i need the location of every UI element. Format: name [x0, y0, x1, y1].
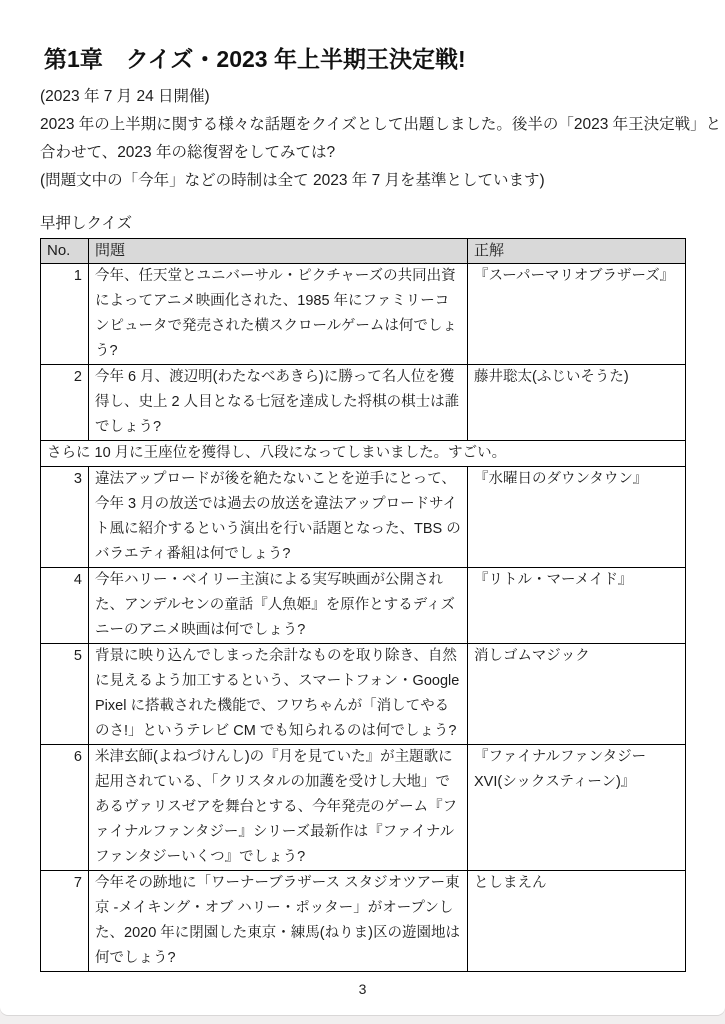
section-label-quiz: 早押しクイズ	[40, 215, 133, 232]
row-no: 3	[41, 467, 89, 568]
row-question: 米津玄師(よねづけんし)の『月を見ていた』が主題歌に起用されている、「クリスタルの加護を受けし大地」であるヴァリスゼアを舞台とする、今年発売のゲーム『ファイナルファンタジー』シリーズ最新作は『ファイナルファンタジーいくつ』でしょう?	[89, 745, 468, 871]
page-title: 第1章 クイズ・2023 年上半期王決定戦!	[44, 46, 466, 72]
page-number: 3	[358, 981, 367, 997]
row-answer: としまえん	[468, 871, 686, 972]
row-answer: 『ファイナルファンタジーXVI(シックスティーン)』	[468, 745, 686, 871]
event-date-line: (2023 年 7 月 24 日開催)	[40, 88, 210, 105]
quiz-table-head	[41, 239, 686, 264]
row-answer: 『水曜日のダウンタウン』	[468, 467, 686, 568]
table-row	[41, 644, 686, 745]
note-cell: さらに 10 月に王座位を獲得し、八段になってしまいました。すごい。	[41, 441, 686, 467]
table-row	[41, 264, 686, 365]
row-answer: 消しゴムマジック	[468, 644, 686, 745]
quiz-table-body	[41, 264, 686, 972]
row-question: 今年、任天堂とユニバーサル・ピクチャーズの共同出資によってアニメ映画化された、1985 年にファミリーコンピュータで発売された横スクロールゲームは何でしょう?	[89, 264, 468, 365]
table-row	[41, 568, 686, 644]
row-no: 5	[41, 644, 89, 745]
table-row	[41, 467, 686, 568]
row-answer: 『リトル・マーメイド』	[468, 568, 686, 644]
table-header-row	[41, 239, 686, 264]
row-question: 背景に映り込んでしまった余計なものを取り除き、自然に見えるよう加工するという、スマートフォン・Google Pixel に搭載された機能で、フワちゃんが「消してやるのさ!」というテレビ CM でも知られるのは何でしょう?	[89, 644, 468, 745]
table-note-row	[41, 441, 686, 467]
table-row	[41, 745, 686, 871]
header-cell-no: No.	[41, 239, 89, 264]
row-answer: 『スーパーマリオブラザーズ』	[468, 264, 686, 365]
intro-line-2: 合わせて、2023 年の総復習をしてみては?	[40, 144, 336, 161]
row-question: 今年ハリー・ベイリー主演による実写映画が公開された、アンデルセンの童話『人魚姫』を原作とするディズニーのアニメ映画は何でしょう?	[89, 568, 468, 644]
quiz-table	[40, 238, 686, 972]
row-no: 2	[41, 365, 89, 441]
intro-line-1: 2023 年の上半期に関する様々な話題をクイズとして出題しました。後半の「2023 年王決定戦」と	[40, 116, 722, 133]
table-row	[41, 871, 686, 972]
table-row	[41, 365, 686, 441]
row-answer: 藤井聡太(ふじいそうた)	[468, 365, 686, 441]
row-no: 6	[41, 745, 89, 871]
row-question: 今年 6 月、渡辺明(わたなべあきら)に勝って名人位を獲得し、史上 2 人目となる七冠を達成した将棋の棋士は誰でしょう?	[89, 365, 468, 441]
header-cell-answer: 正解	[468, 239, 686, 264]
row-question: 違法アップロードが後を絶たないことを逆手にとって、今年 3 月の放送では過去の放送を違法アップロードサイト風に紹介するという演出を行い話題となった、TBS のバラエティ番組は何でしょう?	[89, 467, 468, 568]
row-question: 今年その跡地に「ワーナーブラザース スタジオツアー東京 -メイキング・オブ ハリー・ポッター」がオープンした、2020 年に閉園した東京・練馬(ねりま)区の遊園地は何でしょう?	[89, 871, 468, 972]
header-cell-question: 問題	[89, 239, 468, 264]
row-no: 1	[41, 264, 89, 365]
row-no: 7	[41, 871, 89, 972]
intro-note-line: (問題文中の「今年」などの時制は全て 2023 年 7 月を基準としています)	[40, 172, 545, 189]
row-no: 4	[41, 568, 89, 644]
